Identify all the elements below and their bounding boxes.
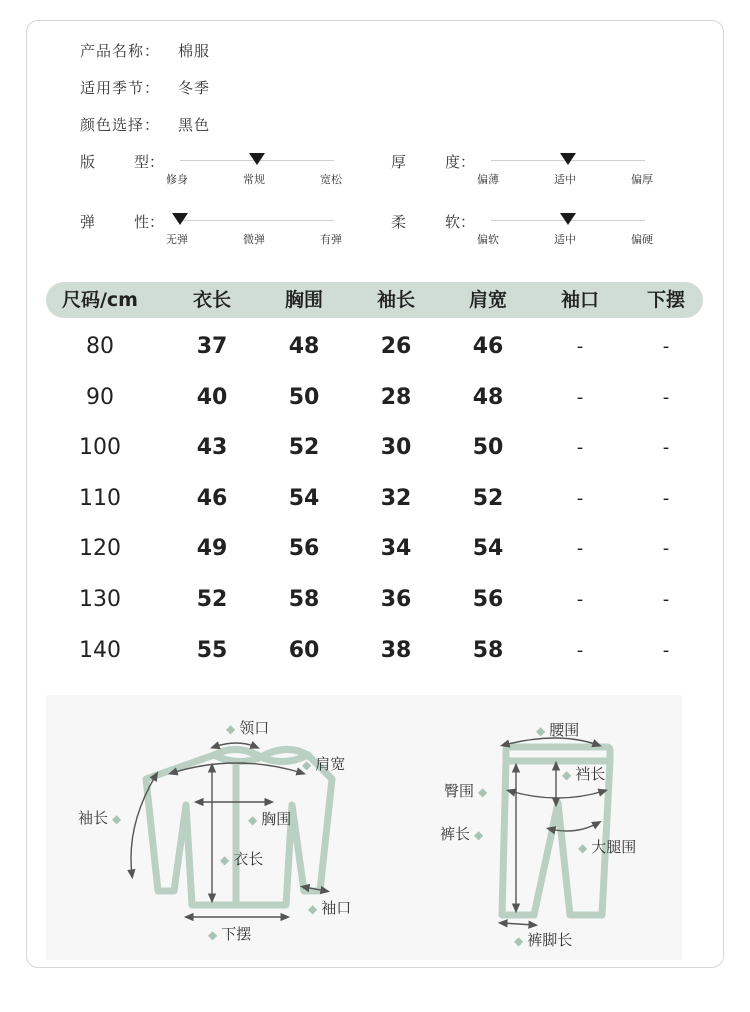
- cell-chest: 58: [288, 587, 320, 612]
- label-pants-length: 裤长 ◆: [440, 825, 484, 843]
- scale-option: 适中: [554, 233, 576, 246]
- hip-measure-line: [510, 791, 604, 798]
- scale-thickness: [391, 151, 691, 201]
- scale-option: 微弹: [243, 233, 265, 246]
- cell-cuff: -: [576, 640, 584, 661]
- color-label: 颜色选择：: [80, 116, 161, 134]
- cell-shoulder: 58: [472, 638, 504, 663]
- scale-marker: [249, 153, 265, 165]
- cell-chest: 54: [288, 486, 320, 511]
- diamond-icon: ◆: [478, 785, 488, 799]
- header-length: 衣长: [192, 289, 231, 311]
- label-rise: ◆ 裆长: [562, 765, 606, 783]
- season-value: 冬季: [178, 79, 211, 97]
- cell-length: 40: [196, 385, 228, 410]
- header-shoulder: 肩宽: [468, 289, 507, 311]
- label-waist: ◆ 腰围: [536, 721, 580, 739]
- scale-fit-label-a: 版: [80, 153, 96, 171]
- pants-waistband-shape: [506, 747, 610, 761]
- header-hem: 下摆: [646, 289, 685, 311]
- cell-length: 43: [196, 435, 228, 460]
- scale-fit: [80, 151, 380, 201]
- label-thigh: ◆ 大腿围: [578, 838, 637, 856]
- cell-cuff: -: [576, 336, 584, 357]
- cell-sleeve: 36: [380, 587, 412, 612]
- cell-cuff: -: [576, 538, 584, 559]
- cell-shoulder: 46: [472, 334, 504, 359]
- info-season: [80, 77, 210, 98]
- scale-marker: [560, 213, 576, 225]
- cell-hem: -: [662, 437, 670, 458]
- scale-elasticity-label-b: 性：: [134, 213, 165, 231]
- cell-chest: 52: [288, 435, 320, 460]
- cell-shoulder: 48: [472, 385, 504, 410]
- cell-cuff: -: [576, 437, 584, 458]
- scale-marker: [172, 213, 188, 225]
- scale-elasticity-label-a: 弹: [80, 213, 96, 231]
- product-value: 棉服: [178, 42, 211, 60]
- label-hip: 臀围 ◆: [444, 782, 488, 800]
- cell-size: 130: [79, 587, 121, 612]
- diamond-icon: ◆: [220, 853, 230, 867]
- cell-sleeve: 34: [380, 536, 412, 561]
- product-label: 产品名称：: [80, 42, 161, 60]
- table-row: [46, 580, 703, 620]
- label-shoulder: ◆ 肩宽: [302, 755, 346, 773]
- label-length: ◆ 衣长: [220, 850, 264, 868]
- season-label: 适用季节：: [80, 79, 161, 97]
- leg-opening-measure-line: [502, 923, 534, 925]
- cell-length: 49: [196, 536, 228, 561]
- scale-track: [180, 220, 334, 221]
- scale-option: 常规: [243, 173, 265, 186]
- scale-option: 偏软: [477, 233, 499, 246]
- scale-softness-label-a: 柔: [391, 213, 407, 231]
- table-row: [46, 631, 703, 671]
- header-chest: 胸围: [284, 289, 323, 311]
- scale-option: 偏厚: [631, 173, 653, 186]
- cell-chest: 48: [288, 334, 320, 359]
- scale-fit-label-b: 型：: [134, 153, 165, 171]
- cell-hem: -: [662, 589, 670, 610]
- scale-softness-label-b: 软：: [445, 213, 476, 231]
- diamond-icon: ◆: [208, 928, 218, 942]
- cell-size: 110: [79, 486, 121, 511]
- scale-option: 宽松: [320, 173, 342, 186]
- measurement-diagram: [46, 695, 682, 960]
- cell-chest: 60: [288, 638, 320, 663]
- cell-sleeve: 26: [380, 334, 412, 359]
- cell-chest: 56: [288, 536, 320, 561]
- cell-size: 100: [79, 435, 121, 460]
- cell-length: 46: [196, 486, 228, 511]
- cell-size: 140: [79, 638, 121, 663]
- scale-elasticity: [80, 211, 380, 261]
- cell-shoulder: 56: [472, 587, 504, 612]
- cell-hem: -: [662, 488, 670, 509]
- header-cuff: 袖口: [560, 289, 599, 311]
- table-row: [46, 327, 703, 367]
- cell-shoulder: 50: [472, 435, 504, 460]
- diamond-icon: ◆: [562, 768, 572, 782]
- diamond-icon: ◆: [474, 828, 484, 842]
- scale-thickness-label-a: 厚: [391, 153, 407, 171]
- cell-sleeve: 38: [380, 638, 412, 663]
- label-cuff: ◆ 袖口: [308, 899, 352, 917]
- table-row: [46, 529, 703, 569]
- label-sleeve-length: 袖长 ◆: [78, 809, 122, 827]
- cell-sleeve: 28: [380, 385, 412, 410]
- diamond-icon: ◆: [308, 902, 318, 916]
- cell-sleeve: 32: [380, 486, 412, 511]
- scale-softness: [391, 211, 691, 261]
- scale-option: 有弹: [320, 233, 342, 246]
- cell-length: 55: [196, 638, 228, 663]
- cell-size: 80: [86, 334, 114, 359]
- scale-option: 适中: [554, 173, 576, 186]
- cell-length: 37: [196, 334, 228, 359]
- cell-shoulder: 54: [472, 536, 504, 561]
- label-chest: ◆ 胸围: [248, 810, 292, 828]
- cell-chest: 50: [288, 385, 320, 410]
- garment-illustration: [46, 695, 682, 960]
- table-row: [46, 479, 703, 519]
- scale-marker: [560, 153, 576, 165]
- scale-thickness-label-b: 度：: [445, 153, 476, 171]
- table-row: [46, 378, 703, 418]
- table-row: [46, 428, 703, 468]
- label-leg-opening: ◆ 裤脚长: [514, 931, 573, 949]
- color-value: 黑色: [178, 116, 211, 134]
- scale-option: 偏硬: [631, 233, 653, 246]
- jacket-collar-shape: [214, 755, 308, 762]
- diamond-icon: ◆: [302, 758, 312, 772]
- cell-length: 52: [196, 587, 228, 612]
- scale-option: 无弹: [166, 233, 188, 246]
- scale-option: 修身: [166, 173, 188, 186]
- cell-hem: -: [662, 538, 670, 559]
- diamond-icon: ◆: [536, 724, 546, 738]
- header-size: 尺码/cm: [61, 289, 138, 311]
- diamond-icon: ◆: [226, 722, 236, 736]
- cell-cuff: -: [576, 589, 584, 610]
- cell-hem: -: [662, 336, 670, 357]
- cell-hem: -: [662, 640, 670, 661]
- info-color: [80, 114, 210, 135]
- label-collar: ◆ 领口: [226, 719, 270, 737]
- cell-shoulder: 52: [472, 486, 504, 511]
- cell-size: 120: [79, 536, 121, 561]
- scale-option: 偏薄: [477, 173, 499, 186]
- cell-sleeve: 30: [380, 435, 412, 460]
- header-sleeve: 袖长: [376, 289, 415, 311]
- diamond-icon: ◆: [514, 934, 524, 948]
- diamond-icon: ◆: [112, 812, 122, 826]
- info-product: [80, 40, 210, 61]
- cell-cuff: -: [576, 488, 584, 509]
- size-table-header: [46, 282, 703, 318]
- label-hem: ◆ 下摆: [208, 925, 252, 943]
- cell-size: 90: [86, 385, 114, 410]
- diamond-icon: ◆: [248, 813, 258, 827]
- cell-cuff: -: [576, 387, 584, 408]
- cell-hem: -: [662, 387, 670, 408]
- diamond-icon: ◆: [578, 841, 588, 855]
